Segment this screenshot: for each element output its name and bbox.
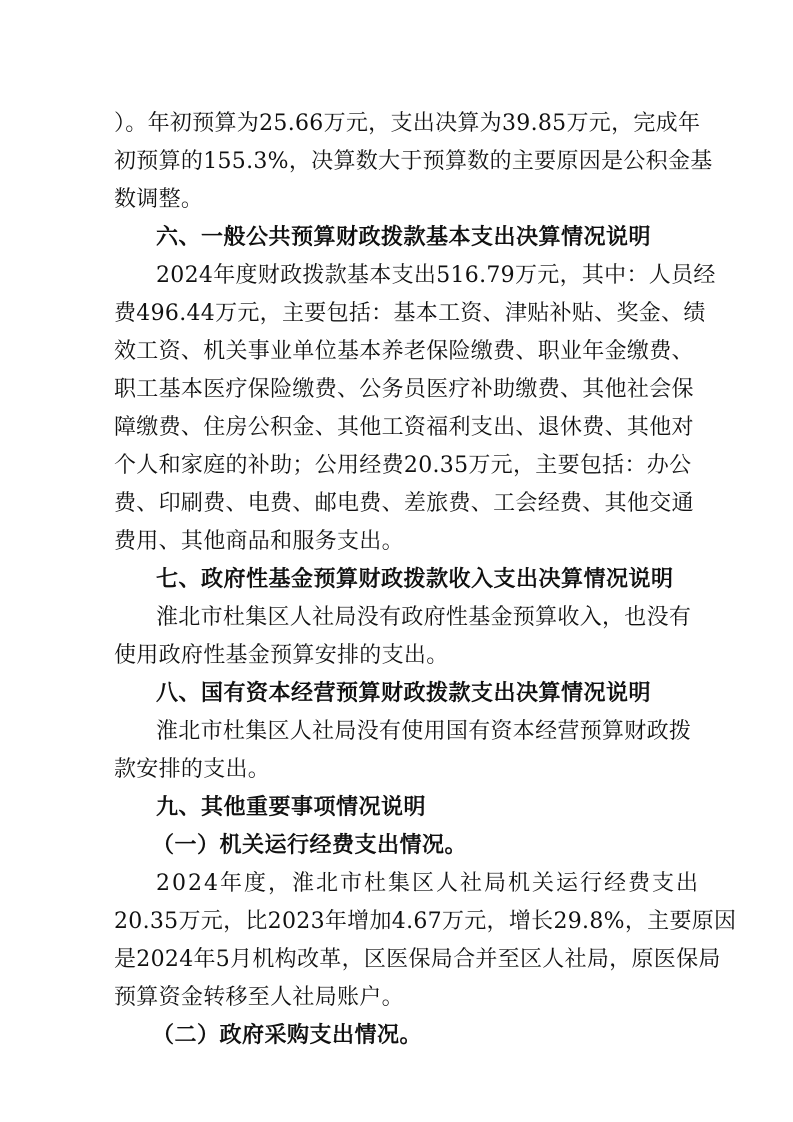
- section-heading-seven: 七、政府性基金预算财政拨款收入支出决算情况说明: [156, 567, 674, 592]
- paragraph-line: 障缴费、住房公积金、其他工资福利支出、退休费、其他对: [114, 415, 694, 440]
- section-heading-eight: 八、国有资本经营预算财政拨款支出决算情况说明: [156, 681, 652, 706]
- paragraph-line: 款安排的支出。: [114, 757, 271, 782]
- paragraph-line: 费496.44万元，主要包括：基本工资、津贴补贴、奖金、绩: [114, 301, 706, 326]
- section-heading-nine: 九、其他重要事项情况说明: [156, 795, 427, 820]
- paragraph-line: 初预算的155.3%，决算数大于预算数的主要原因是公积金基: [114, 149, 713, 174]
- paragraph-line: 个人和家庭的补助；公用经费20.35万元，主要包括：办公: [114, 453, 692, 478]
- paragraph-line: 使用政府性基金预算安排的支出。: [114, 643, 449, 668]
- paragraph-line: 费、印刷费、电费、邮电费、差旅费、工会经费、其他交通: [114, 491, 694, 516]
- paragraph-line: 2024年度财政拨款基本支出516.79万元，其中：人员经: [156, 263, 716, 288]
- paragraph-line: 效工资、机关事业单位基本养老保险缴费、职业年金缴费、: [114, 339, 694, 364]
- paragraph-line: 2024年度，淮北市杜集区人社局机关运行经费支出: [156, 871, 700, 896]
- subsection-heading-one: （一）机关运行经费支出情况。: [152, 833, 468, 858]
- subsection-heading-two: （二）政府采购支出情况。: [152, 1023, 423, 1048]
- paragraph-line: 费用、其他商品和服务支出。: [114, 529, 404, 554]
- paragraph-line: ）。年初预算为25.66万元，支出决算为39.85万元，完成年: [114, 111, 701, 136]
- paragraph-line: 职工基本医疗保险缴费、公务员医疗补助缴费、其他社会保: [114, 377, 694, 402]
- paragraph-line: 是2024年5月机构改革，区医保局合并至区人社局，原医保局: [114, 947, 721, 972]
- paragraph-line: 淮北市杜集区人社局没有政府性基金预算收入，也没有: [156, 605, 692, 630]
- section-heading-six: 六、一般公共预算财政拨款基本支出决算情况说明: [156, 225, 652, 250]
- paragraph-line: 20.35万元，比2023年增加4.67万元，增长29.8%，主要原因: [114, 909, 737, 934]
- paragraph-line: 预算资金转移至人社局账户。: [114, 985, 404, 1010]
- paragraph-line: 淮北市杜集区人社局没有使用国有资本经营预算财政拨: [156, 719, 692, 744]
- paragraph-line: 数调整。: [114, 187, 204, 212]
